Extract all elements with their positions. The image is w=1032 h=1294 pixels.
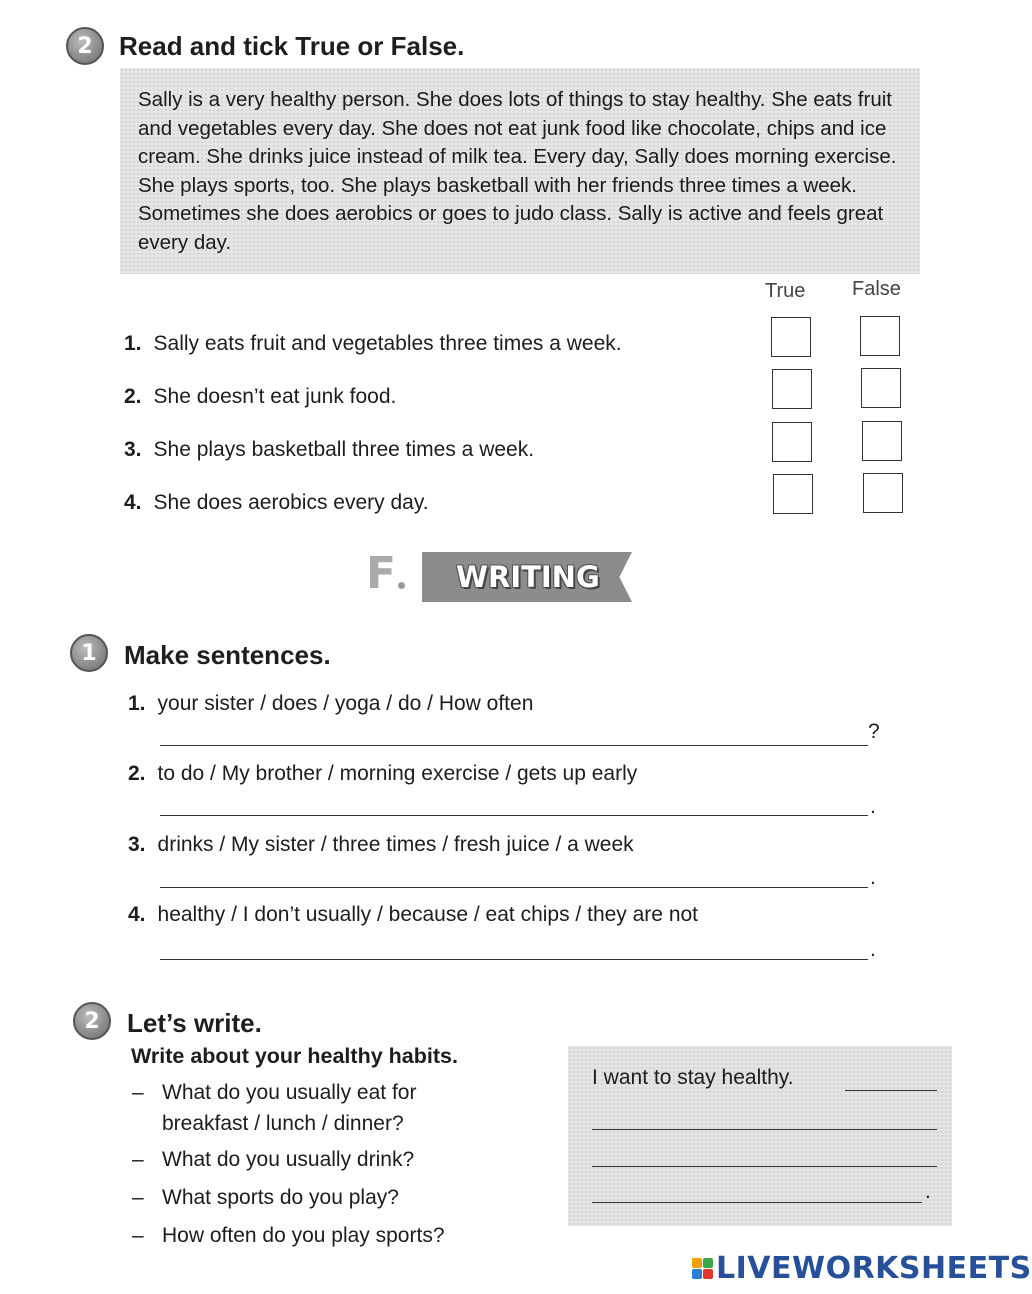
sentence-prompt <box>128 692 533 716</box>
answer-end-punctuation: ? <box>868 720 880 743</box>
false-column-label: False <box>852 278 901 300</box>
prompt-number: 3. <box>128 833 146 856</box>
prompt-bullet <box>132 1077 416 1139</box>
prompt-number: 4. <box>128 903 146 926</box>
false-checkbox-2[interactable] <box>861 368 901 408</box>
statement-number: 4. <box>124 491 142 514</box>
writing-line-3[interactable] <box>592 1143 937 1167</box>
logo-square <box>703 1258 713 1268</box>
answer-input-2[interactable] <box>160 790 868 816</box>
logo-text: LIVEWORKSHEETS <box>716 1250 1032 1286</box>
prompt-bullet <box>132 1182 399 1213</box>
writing-instructions: Write about your healthy habits. <box>131 1044 458 1068</box>
statement-number: 2. <box>124 385 142 408</box>
bullet-dash: – <box>132 1148 144 1171</box>
writing-starter-text: I want to stay healthy. <box>592 1066 794 1089</box>
section-letter: F <box>366 548 397 599</box>
answer-end-punctuation: . <box>870 866 876 889</box>
bullet-dash: – <box>132 1224 144 1247</box>
prompt-number: 2. <box>128 762 146 785</box>
bullet-text: How often do you play sports? <box>162 1224 445 1247</box>
logo-square <box>692 1269 702 1279</box>
statement-text: She plays basketball three times a week. <box>153 438 535 461</box>
section-letter-dot <box>398 582 405 589</box>
reading-passage-text: Sally is a very healthy person. She does lots of things to stay healthy. She eats fruit and vegetables every day. She does not eat junk food like chocolate, chips and ice cream. She drinks juice instead of milk tea. Every day, Sally does morning exercise. She plays sports, too. She plays basketball with her friends three times a week. Sometimes she does aerobics or goes to judo class. Sally is active and feels great every day. <box>138 88 897 254</box>
exercise-number-badge: 1 <box>70 634 108 672</box>
statement-number: 1. <box>124 332 142 355</box>
exercise-title: Let’s write. <box>127 1008 262 1038</box>
exercise-title: Read and tick True or False. <box>119 31 465 61</box>
prompt-text: your sister / does / yoga / do / How often <box>157 692 534 715</box>
statement-row <box>124 385 396 409</box>
sentence-prompt <box>128 903 698 927</box>
statement-text: She doesn’t eat junk food. <box>153 385 397 408</box>
exercise-number-badge: 2 <box>73 1002 111 1040</box>
answer-input-3[interactable] <box>160 862 868 888</box>
true-checkbox-1[interactable] <box>771 317 811 357</box>
prompt-bullet <box>132 1144 414 1175</box>
logo-square <box>703 1269 713 1279</box>
true-checkbox-2[interactable] <box>772 369 812 409</box>
bullet-dash: – <box>132 1186 144 1209</box>
statement-text: Sally eats fruit and vegetables three times a week. <box>153 332 622 355</box>
liveworksheets-logo <box>692 1252 1032 1284</box>
answer-end-punctuation: . <box>870 938 876 961</box>
statement-text: She does aerobics every day. <box>153 491 429 514</box>
prompt-text: healthy / I don’t usually / because / eat chips / they are not <box>157 903 699 926</box>
bullet-dash: – <box>132 1081 144 1104</box>
false-checkbox-3[interactable] <box>862 421 902 461</box>
sentence-prompt <box>128 762 637 786</box>
writing-line-2[interactable] <box>592 1106 937 1130</box>
logo-square <box>692 1258 702 1268</box>
writing-line-1[interactable] <box>845 1067 937 1091</box>
exercise-number-badge: 2 <box>66 27 104 65</box>
prompt-text: drinks / My sister / three times / fresh juice / a week <box>157 833 634 856</box>
writing-end-punctuation: . <box>925 1180 931 1203</box>
prompt-text: to do / My brother / morning exercise / gets up early <box>157 762 638 785</box>
bullet-text-continued: breakfast / lunch / dinner? <box>162 1112 404 1135</box>
answer-input-1[interactable] <box>160 720 868 746</box>
logo-mark-icon <box>692 1258 713 1279</box>
prompt-number: 1. <box>128 692 146 715</box>
answer-input-4[interactable] <box>160 934 868 960</box>
writing-area <box>568 1046 952 1226</box>
true-checkbox-4[interactable] <box>773 474 813 514</box>
sentence-prompt <box>128 833 634 857</box>
bullet-text: What do you usually drink? <box>162 1148 415 1171</box>
statement-row <box>124 332 622 356</box>
bullet-text: What do you usually eat for <box>162 1081 417 1104</box>
bullet-text: What sports do you play? <box>162 1186 399 1209</box>
exercise-title: Make sentences. <box>124 640 331 670</box>
statement-row <box>124 491 429 515</box>
statement-row <box>124 438 534 462</box>
answer-end-punctuation: . <box>870 795 876 818</box>
reading-passage-box <box>120 68 920 274</box>
writing-banner-text: WRITING <box>456 560 600 594</box>
prompt-bullet <box>132 1220 445 1251</box>
statement-number: 3. <box>124 438 142 461</box>
false-checkbox-4[interactable] <box>863 473 903 513</box>
false-checkbox-1[interactable] <box>860 316 900 356</box>
true-column-label: True <box>765 280 806 302</box>
writing-line-4[interactable] <box>592 1179 922 1203</box>
true-checkbox-3[interactable] <box>772 422 812 462</box>
